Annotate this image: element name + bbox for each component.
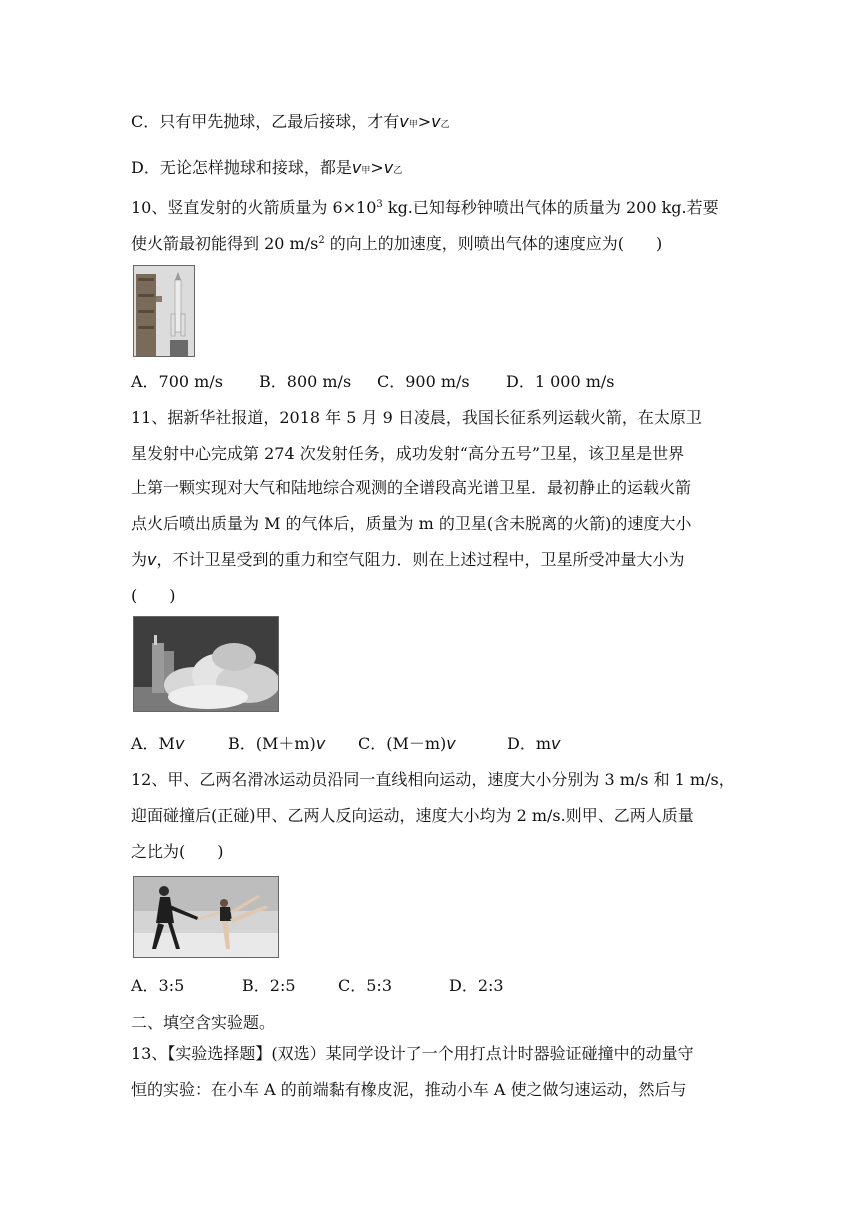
q11-option-a: A．Mv xyxy=(131,734,185,753)
q11-line-3: 上第一颗实现对大气和陆地综合观测的全谱段高光谱卫星．最初静止的运载火箭 xyxy=(131,478,692,497)
q11-line-1: 11、据新华社报道，2018 年 5 月 9 日凌晨，我国长征系列运载火箭，在太原卫 xyxy=(131,408,702,427)
q10-line-1: 10、竖直发射的火箭质量为 $6\times 10^3$ kg.已知每秒钟喷出气体的质量为 200 kg.若要 xyxy=(131,198,719,217)
skaters-image xyxy=(133,876,279,958)
q12-option-a: A．3:5 xyxy=(131,976,185,995)
q12-option-d: D．2:3 xyxy=(449,976,504,995)
skaters-illustration xyxy=(134,877,278,957)
q10-option-a: A．700 m/s xyxy=(131,372,223,391)
q11-line-6: ( ) xyxy=(131,586,176,605)
q10-options xyxy=(131,372,731,392)
q11-line-5: 为v，不计卫星受到的重力和空气阻力．则在上述过程中，卫星所受冲量大小为 xyxy=(131,550,685,569)
q13-line-2: 恒的实验：在小车 A 的前端黏有橡皮泥，推动小车 A 使之做匀速运动，然后与 xyxy=(131,1080,687,1099)
q10-line-2: 使火箭最初能得到 20 $m/s^2$ 的向上的加速度，则喷出气体的速度应为( ) xyxy=(131,234,663,253)
q11-option-d: D．mv xyxy=(507,734,561,753)
section-2-heading: 二、填空含实验题。 xyxy=(131,1013,276,1032)
q11-option-c: C．(M－m)v xyxy=(358,734,456,753)
launch-smoke-illustration xyxy=(134,617,278,711)
rocket-launch-image xyxy=(133,265,195,357)
q11-line-2: 星发射中心完成第 274 次发射任务，成功发射“高分五号”卫星，该卫星是世界 xyxy=(131,444,685,463)
q12-options xyxy=(131,976,731,996)
q11-line-4: 点火后喷出质量为 M 的气体后，质量为 m 的卫星(含未脱离的火箭)的速度大小 xyxy=(131,514,692,533)
q10-option-b: B．800 m/s xyxy=(259,372,352,391)
q10-option-c: C．900 m/s xyxy=(377,372,470,391)
q13-line-1: 13、【实验选择题】(双选）某同学设计了一个用打点计时器验证碰撞中的动量守 xyxy=(131,1044,694,1063)
rocket-tower-illustration xyxy=(134,266,194,356)
q11-option-b: B．(M＋m)v xyxy=(228,734,326,753)
q10-option-d: D．1 000 m/s xyxy=(506,372,615,391)
q12-option-c: C．5:3 xyxy=(338,976,392,995)
q9-option-c: C．只有甲先抛球，乙最后接球，才有v甲>v乙 xyxy=(131,112,450,131)
q9-option-d: D．无论怎样抛球和接球，都是v甲>v乙 xyxy=(131,158,403,177)
q11-options xyxy=(131,734,731,754)
q12-line-3: 之比为( ) xyxy=(131,842,224,861)
q12-option-b: B．2:5 xyxy=(242,976,296,995)
satellite-launch-image xyxy=(133,616,279,712)
q12-line-1: 12、甲、乙两名滑冰运动员沿同一直线相向运动，速度大小分别为 3 m/s 和 1 m/s， xyxy=(131,770,735,789)
q12-line-2: 迎面碰撞后(正碰)甲、乙两人反向运动，速度大小均为 2 m/s.则甲、乙两人质量 xyxy=(131,806,694,825)
